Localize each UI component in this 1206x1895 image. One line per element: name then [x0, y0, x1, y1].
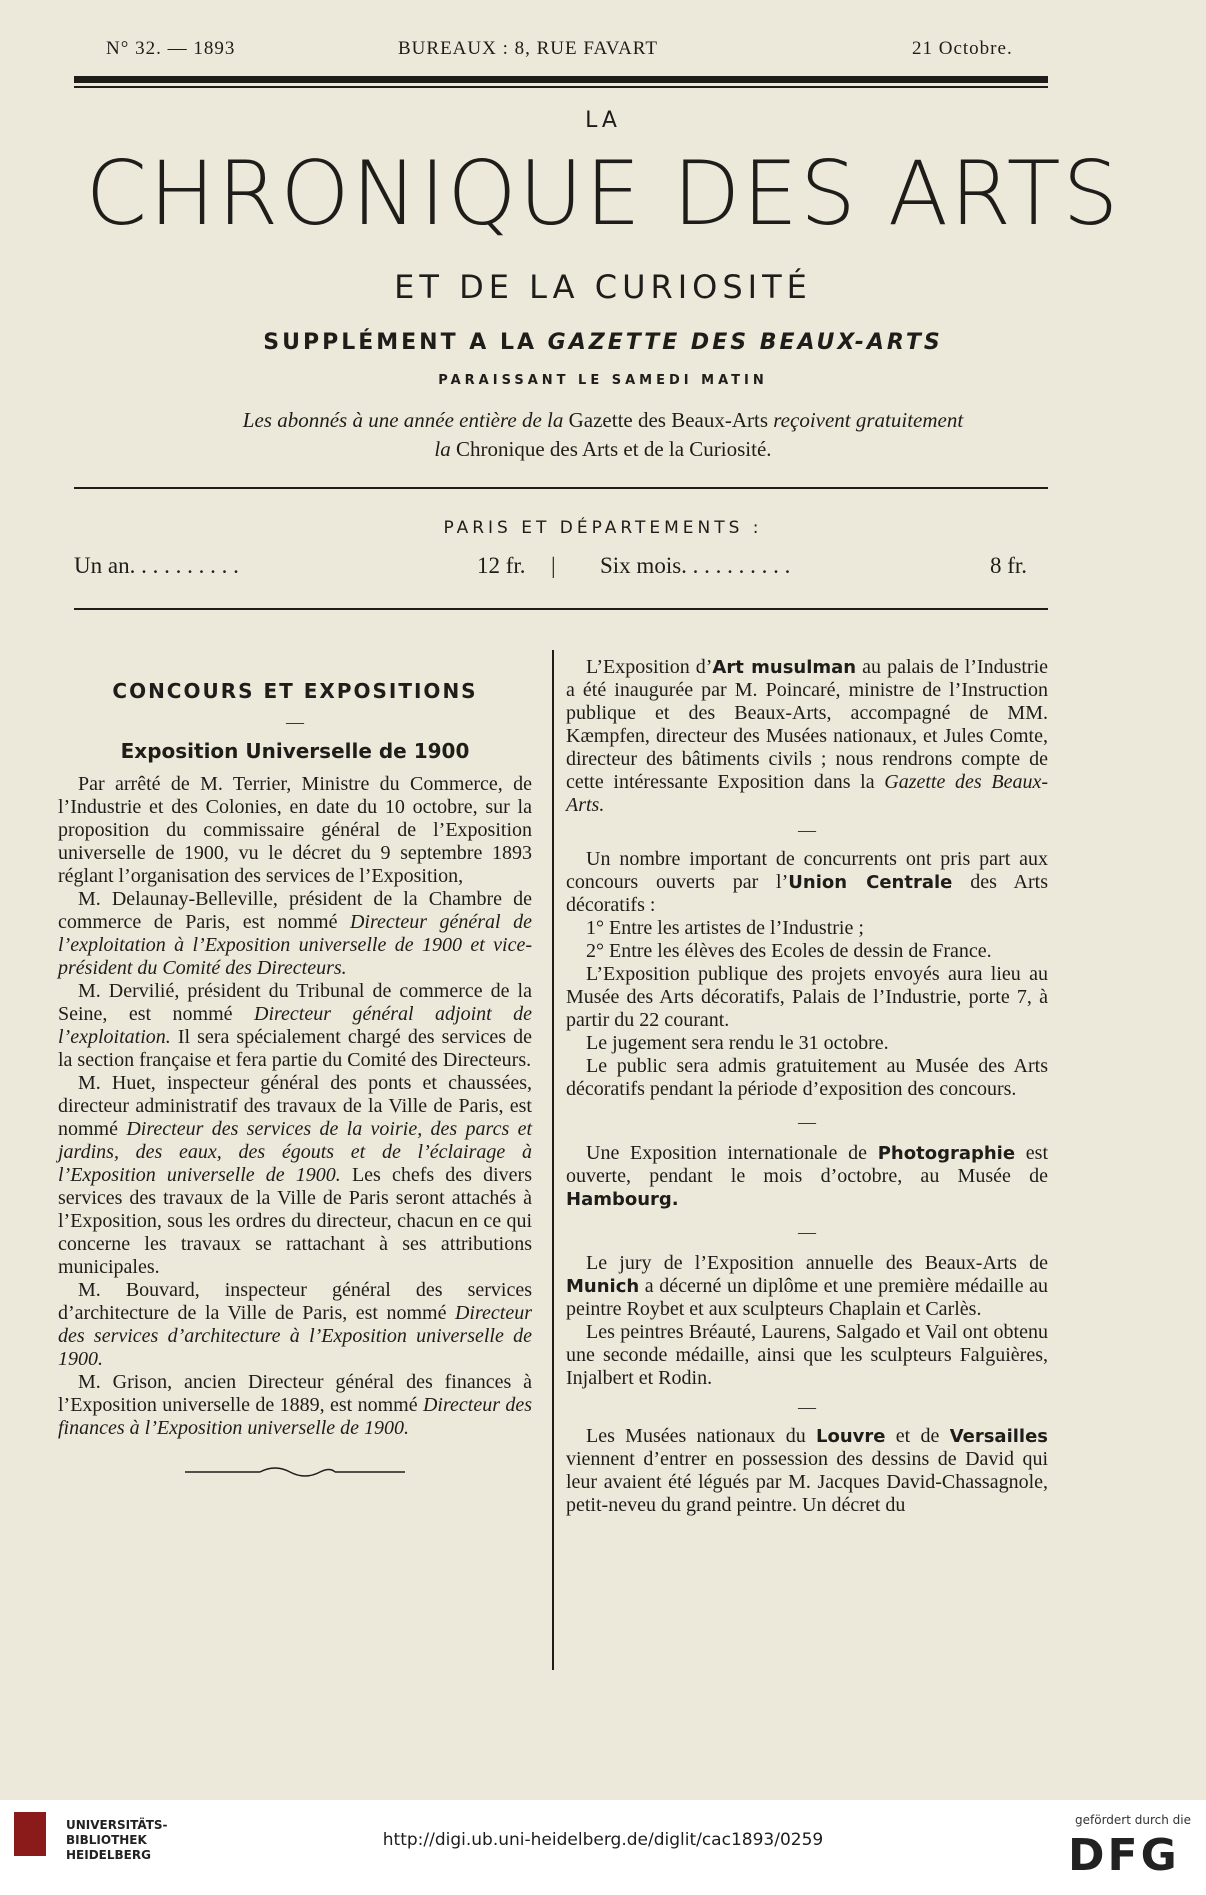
text: Directeur des services d’architecture à l’Exposition universelle de 1900. [58, 1302, 532, 1370]
paragraph: Les peintres Bréauté, Laurens, Salgado et Vail ont obtenu une seconde médaille, ainsi que les sculpteurs Falguières, Injalbert et Rodin. [566, 1321, 1048, 1389]
text: M. Delaunay-Belleville, président de la Chambre de commerce de Paris, est nommé [58, 888, 532, 933]
paragraph: 1° Entre les artistes de l’Industrie ; [586, 917, 864, 939]
text: Munich [566, 1276, 640, 1297]
price-separator: | [551, 553, 556, 578]
text: Un nombre important de concurrents ont pris part aux concours ouverts par l’ [566, 848, 1048, 893]
text: Directeur des finances à l’Exposition universelle de 1900. [58, 1394, 533, 1439]
half-year-price: 8 fr. [990, 553, 1028, 578]
text: L’Exposition d’ [586, 656, 713, 678]
text: des Arts décoratifs : [566, 871, 1048, 916]
subscribers-note [0, 406, 1206, 464]
masthead-rule [74, 487, 1048, 489]
library-name-line: HEIDELBERG [66, 1848, 151, 1862]
text: et de [895, 1425, 940, 1447]
text: Hambourg. [566, 1189, 679, 1210]
publication-schedule: PARAISSANT LE SAMEDI MATIN [438, 373, 768, 388]
half-year-label: Six mois. . . . . . . . . . [600, 553, 791, 578]
text: Les Musées nationaux du [586, 1425, 806, 1447]
top-rule-thin [74, 86, 1048, 88]
note-text: la [434, 437, 451, 461]
paragraph: Le public sera admis gratuitement au Musée des Arts décoratifs pendant la période d’exposition des concours. [566, 1055, 1048, 1100]
text: Le jury de l’Exposition annuelle des Beaux-Arts de [586, 1252, 1048, 1274]
paragraph [566, 1142, 1048, 1211]
masthead-title: CHRONIQUE DES ARTS [85, 142, 1121, 245]
funding-note: gefördert durch die [1075, 1813, 1191, 1827]
text: Photographie [877, 1143, 1016, 1164]
text: M. Grison, ancien Directeur général des finances à l’Exposition universelle de 1889, est nommé [58, 1371, 532, 1416]
paragraph [58, 1279, 532, 1371]
paragraph [566, 848, 1048, 917]
text: Gazette des Beaux-Arts. [566, 771, 1048, 816]
text: Directeur des services de la voirie, des parcs et jardins, des eaux, des égouts et de l’éclairage à l’Exposition universelle de 1900. [58, 1118, 533, 1186]
subsection-heading: Exposition Universelle de 1900 [120, 739, 470, 763]
paragraph [58, 1371, 532, 1440]
note-text: reçoivent gratuitement [773, 408, 964, 432]
paragraph [58, 980, 532, 1072]
top-rule [74, 76, 1048, 83]
separator-dash: — [286, 712, 304, 732]
text: Les chefs des divers services des travaux de la Ville de Paris seront attachés à l’Exposition, sous les ordres du directeur, chacun en ce qui concerne les travaux se rattachant à ses attributions municipales. [58, 1164, 532, 1278]
text: M. Dervilié, président du Tribunal de commerce de la Seine, est nommé [58, 980, 532, 1025]
issue-date: 21 Octobre. [912, 38, 1013, 59]
text: M. Huet, inspecteur général des ponts et chaussées, directeur administratif des travaux de la Ville de Paris, est nommé [58, 1072, 532, 1140]
text: Art musulman [712, 657, 857, 678]
text: Directeur général adjoint de l’exploitation. [58, 1003, 533, 1048]
year-price: 12 fr. [477, 553, 526, 578]
paragraph: L’Exposition publique des projets envoyés aura lieu au Musée des Arts décoratifs, Palais de l’Industrie, porte 7, à partir du 22 courant. [566, 963, 1048, 1031]
paragraph [58, 1072, 532, 1279]
section-heading: CONCOURS ET EXPOSITIONS [112, 679, 478, 703]
masthead-subtitle: ET DE LA CURIOSITÉ [394, 268, 812, 306]
library-name-line: UNIVERSITÄTS- [66, 1818, 168, 1832]
text: viennent d’entrer en possession des dessins de David qui leur avaient été légués par M. Jacques David-Chassagnole, petit-neveu du grand peintre. Un décret du [566, 1448, 1048, 1516]
paragraph [58, 888, 532, 980]
text: au palais de l’Industrie a été inaugurée par M. Poincaré, ministre de l’Instruction publique et des Beaux-Arts, accompagné de MM. Kæmpfen, directeur des Musées nationaux, et Jules Comte, directeur des bâtiments civils ; nous rendrons compte de cette intéressante Exposition dans la [566, 656, 1049, 793]
paragraph: Par arrêté de M. Terrier, Ministre du Commerce, de l’Industrie et des Colonies, en date du 10 octobre, sur la proposition du commissaire général de l’Exposition universelle de 1900, vu le décret du 9 septembre 1893 réglant l’organisation des services de l’Exposition, [58, 773, 532, 887]
dfg-logo: DFG [1068, 1830, 1180, 1881]
masthead-la: LA [585, 108, 621, 133]
paragraph: Le jugement sera rendu le 31 octobre. [586, 1032, 889, 1054]
separator-dash: — [798, 1222, 816, 1242]
subscription-region: PARIS ET DÉPARTEMENTS : [443, 518, 763, 538]
note-text: Gazette des Beaux-Arts [568, 408, 769, 432]
text: Une Exposition internationale de [586, 1142, 867, 1164]
text: Union Centrale [788, 872, 953, 893]
text: Louvre [816, 1426, 886, 1447]
note-text: Les abonnés à une année entière de la [242, 408, 564, 432]
year-label: Un an. . . . . . . . . . [74, 553, 239, 578]
source-url-link[interactable]: http://digi.ub.uni-heidelberg.de/diglit/cac1893/0259 [382, 1830, 824, 1850]
office-address: BUREAUX : 8, RUE FAVART [398, 38, 658, 59]
subscription-rule [74, 608, 1048, 610]
gazette-name: GAZETTE DES BEAUX-ARTS [547, 330, 943, 355]
ornament-icon [185, 1465, 405, 1479]
paragraph: 2° Entre les élèves des Ecoles de dessin de France. [586, 940, 992, 962]
library-name-line: BIBLIOTHEK [66, 1833, 147, 1847]
ornament-divider [58, 1462, 532, 1485]
separator-dash: — [798, 1397, 816, 1417]
right-column [566, 656, 1048, 1517]
text: Versailles [949, 1426, 1049, 1447]
paragraph [566, 1425, 1048, 1517]
issue-number: N° 32. — 1893 [106, 38, 236, 59]
text: a décerné un diplôme et une première médaille au peintre Roybet et aux sculpteurs Chaplain et Carlès. [566, 1275, 1049, 1320]
supplement-line [0, 330, 1206, 355]
supplement-prefix: SUPPLÉMENT A LA [263, 330, 537, 355]
separator-dash: — [798, 820, 816, 840]
separator-dash: — [798, 1112, 816, 1132]
text: Il sera spécialement chargé des services de la section française et fera partie du Comité des Directeurs. [58, 1026, 532, 1071]
left-column [58, 680, 532, 1485]
note-text: Chronique des Arts et de la Curiosité. [456, 437, 772, 461]
text: M. Bouvard, inspecteur général des services d’architecture de la Ville de Paris, est nommé [58, 1279, 532, 1324]
paragraph [566, 656, 1048, 817]
paragraph [566, 1252, 1048, 1321]
column-divider [552, 650, 554, 1670]
text: Directeur général de l’exploitation à l’Exposition universelle de 1900 et vice-président du Comité des Directeurs. [58, 911, 533, 979]
text: est ouverte, pendant le mois d’octobre, au Musée de [566, 1142, 1049, 1187]
